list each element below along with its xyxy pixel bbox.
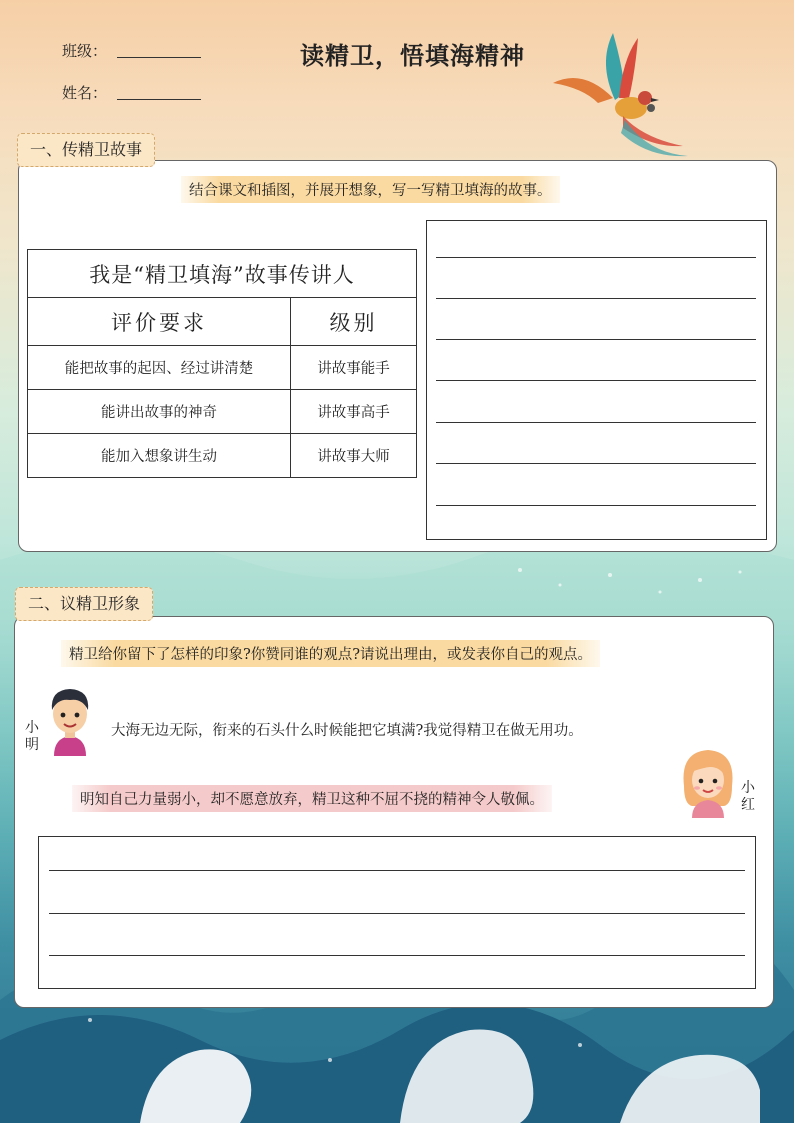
class-blank-line[interactable] xyxy=(117,57,201,58)
requirement-header: 评价要求 xyxy=(28,298,291,346)
section1-instruction: 结合课文和插图，并展开想象，写一写精卫填海的故事。 xyxy=(181,176,560,203)
writing-line xyxy=(436,257,756,258)
level-header: 级别 xyxy=(291,298,417,346)
section1-tag: 一、传精卫故事 xyxy=(17,133,155,167)
name-label: 姓名： xyxy=(62,84,108,102)
section2-question: 精卫给你留下了怎样的印象?你赞同谁的观点?请说出理由，或发表你自己的观点。 xyxy=(61,640,600,667)
writing-line xyxy=(436,380,756,381)
writing-line xyxy=(436,298,756,299)
table-row xyxy=(28,346,417,390)
requirement-cell: 能讲出故事的神奇 xyxy=(28,390,291,434)
level-cell: 讲故事高手 xyxy=(291,390,417,434)
writing-line xyxy=(49,870,745,871)
section2-tag: 二、议精卫形象 xyxy=(15,587,153,621)
table-row xyxy=(28,434,417,478)
writing-line xyxy=(49,955,745,956)
writing-line xyxy=(436,339,756,340)
name-blank-line[interactable] xyxy=(117,99,201,100)
opinion-writing-area[interactable] xyxy=(38,836,756,989)
requirement-cell: 能加入想象讲生动 xyxy=(28,434,291,478)
writing-line xyxy=(436,422,756,423)
requirement-cell: 能把故事的起因、经过讲清楚 xyxy=(28,346,291,390)
writing-line xyxy=(436,505,756,506)
girl-avatar xyxy=(678,746,738,818)
class-label: 班级： xyxy=(62,42,108,60)
page-title: 读精卫，悟填海精神 xyxy=(300,41,525,70)
writing-line xyxy=(49,913,745,914)
xiaoming-name: 小明 xyxy=(25,720,39,753)
story-writing-area[interactable] xyxy=(426,220,767,540)
evaluation-table xyxy=(27,249,417,478)
jingwei-bird-illustration xyxy=(553,28,693,158)
boy-avatar xyxy=(42,684,98,756)
level-cell: 讲故事大师 xyxy=(291,434,417,478)
level-cell: 讲故事能手 xyxy=(291,346,417,390)
xiaoming-comment: 大海无边无际，衔来的石头什么时候能把它填满?我觉得精卫在做无用功。 xyxy=(111,723,583,739)
xiaohong-comment: 明知自己力量弱小，却不愿意放弃，精卫这种不屈不挠的精神令人敬佩。 xyxy=(72,785,552,812)
writing-line xyxy=(436,463,756,464)
evaluation-table-title: 我是“精卫填海”故事传讲人 xyxy=(28,250,417,298)
xiaohong-name: 小红 xyxy=(741,780,755,813)
table-row xyxy=(28,390,417,434)
